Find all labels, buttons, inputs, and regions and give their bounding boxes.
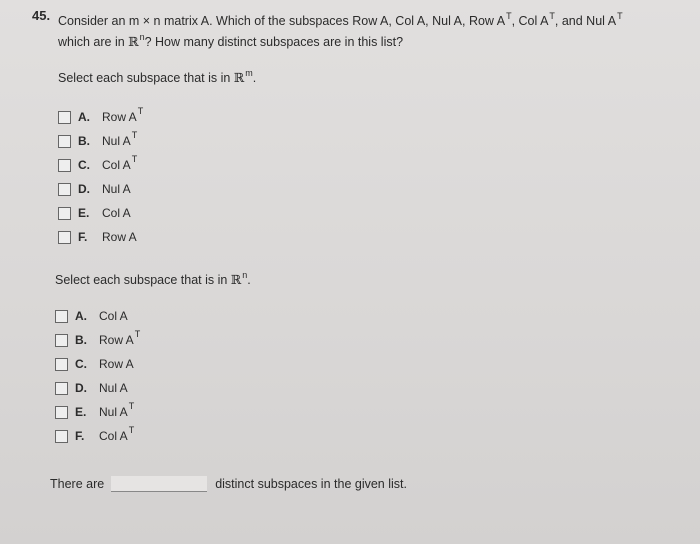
section1-prompt: Select each subspace that is in ℝ$^m$. — [58, 68, 257, 85]
option-label: Col A — [99, 429, 128, 443]
section1-option-e[interactable] — [58, 201, 143, 225]
section2-options — [55, 304, 140, 448]
section1-option-a[interactable] — [58, 105, 143, 129]
checkbox[interactable] — [55, 358, 68, 371]
option-label: Nul A — [102, 134, 131, 148]
option-letter: E. — [75, 405, 87, 419]
option-letter: C. — [75, 357, 87, 371]
option-letter: C. — [78, 158, 90, 172]
section1-option-d[interactable] — [58, 177, 143, 201]
section2-option-c[interactable] — [55, 352, 140, 376]
answer-row — [50, 476, 407, 492]
checkbox[interactable] — [58, 111, 71, 124]
checkbox[interactable] — [58, 159, 71, 172]
option-label: Col A — [99, 309, 128, 323]
option-label: Nul A — [99, 405, 128, 419]
option-label: Row A — [102, 230, 137, 244]
section2-option-a[interactable] — [55, 304, 140, 328]
section2-option-b[interactable] — [55, 328, 140, 352]
checkbox[interactable] — [55, 334, 68, 347]
answer-prefix: There are — [50, 477, 105, 491]
option-letter: F. — [78, 230, 88, 244]
option-letter: B. — [75, 333, 87, 347]
transpose-superscript: T — [131, 130, 138, 140]
option-label: Col A — [102, 158, 131, 172]
option-letter: A. — [78, 110, 90, 124]
option-label: Nul A — [102, 182, 131, 196]
checkbox[interactable] — [58, 183, 71, 196]
option-label: Col A — [102, 206, 131, 220]
option-label: Nul A — [99, 381, 128, 395]
checkbox[interactable] — [58, 231, 71, 244]
question-text — [58, 12, 623, 53]
checkbox[interactable] — [55, 430, 68, 443]
option-letter: D. — [75, 381, 87, 395]
section1-option-f[interactable] — [58, 225, 143, 249]
option-label: Row A — [99, 357, 134, 371]
transpose-superscript: T — [134, 329, 141, 339]
question-line-2: which are in ℝ$^n$? How many distinct subspaces are in this list? — [58, 32, 404, 49]
section1-option-c[interactable] — [58, 153, 143, 177]
option-letter: B. — [78, 134, 90, 148]
checkbox[interactable] — [55, 406, 68, 419]
question-line-1: Consider an m × n matrix A. Which of the subspaces Row A, Col A, Nul A, Row $A^T$, Col $A^T$, and Nul $A^T$ — [58, 11, 623, 28]
question-number: 45. — [32, 8, 51, 23]
option-letter: F. — [75, 429, 85, 443]
transpose-superscript: T — [128, 425, 135, 435]
answer-input[interactable] — [111, 476, 207, 492]
checkbox[interactable] — [58, 135, 71, 148]
checkbox[interactable] — [55, 310, 68, 323]
option-label: Row A — [102, 110, 137, 124]
answer-suffix: distinct subspaces in the given list. — [215, 477, 407, 491]
checkbox[interactable] — [55, 382, 68, 395]
option-letter: D. — [78, 182, 90, 196]
option-letter: E. — [78, 206, 90, 220]
option-label: Row A — [99, 333, 134, 347]
section1-options — [58, 105, 143, 249]
section1-option-b[interactable] — [58, 129, 143, 153]
section2-option-d[interactable] — [55, 376, 140, 400]
checkbox[interactable] — [58, 207, 71, 220]
option-letter: A. — [75, 309, 87, 323]
section2-option-f[interactable] — [55, 424, 140, 448]
section2-prompt: Select each subspace that is in ℝ$^n$. — [55, 270, 251, 287]
transpose-superscript: T — [128, 401, 135, 411]
transpose-superscript: T — [137, 106, 144, 116]
section2-option-e[interactable] — [55, 400, 140, 424]
transpose-superscript: T — [131, 154, 138, 164]
